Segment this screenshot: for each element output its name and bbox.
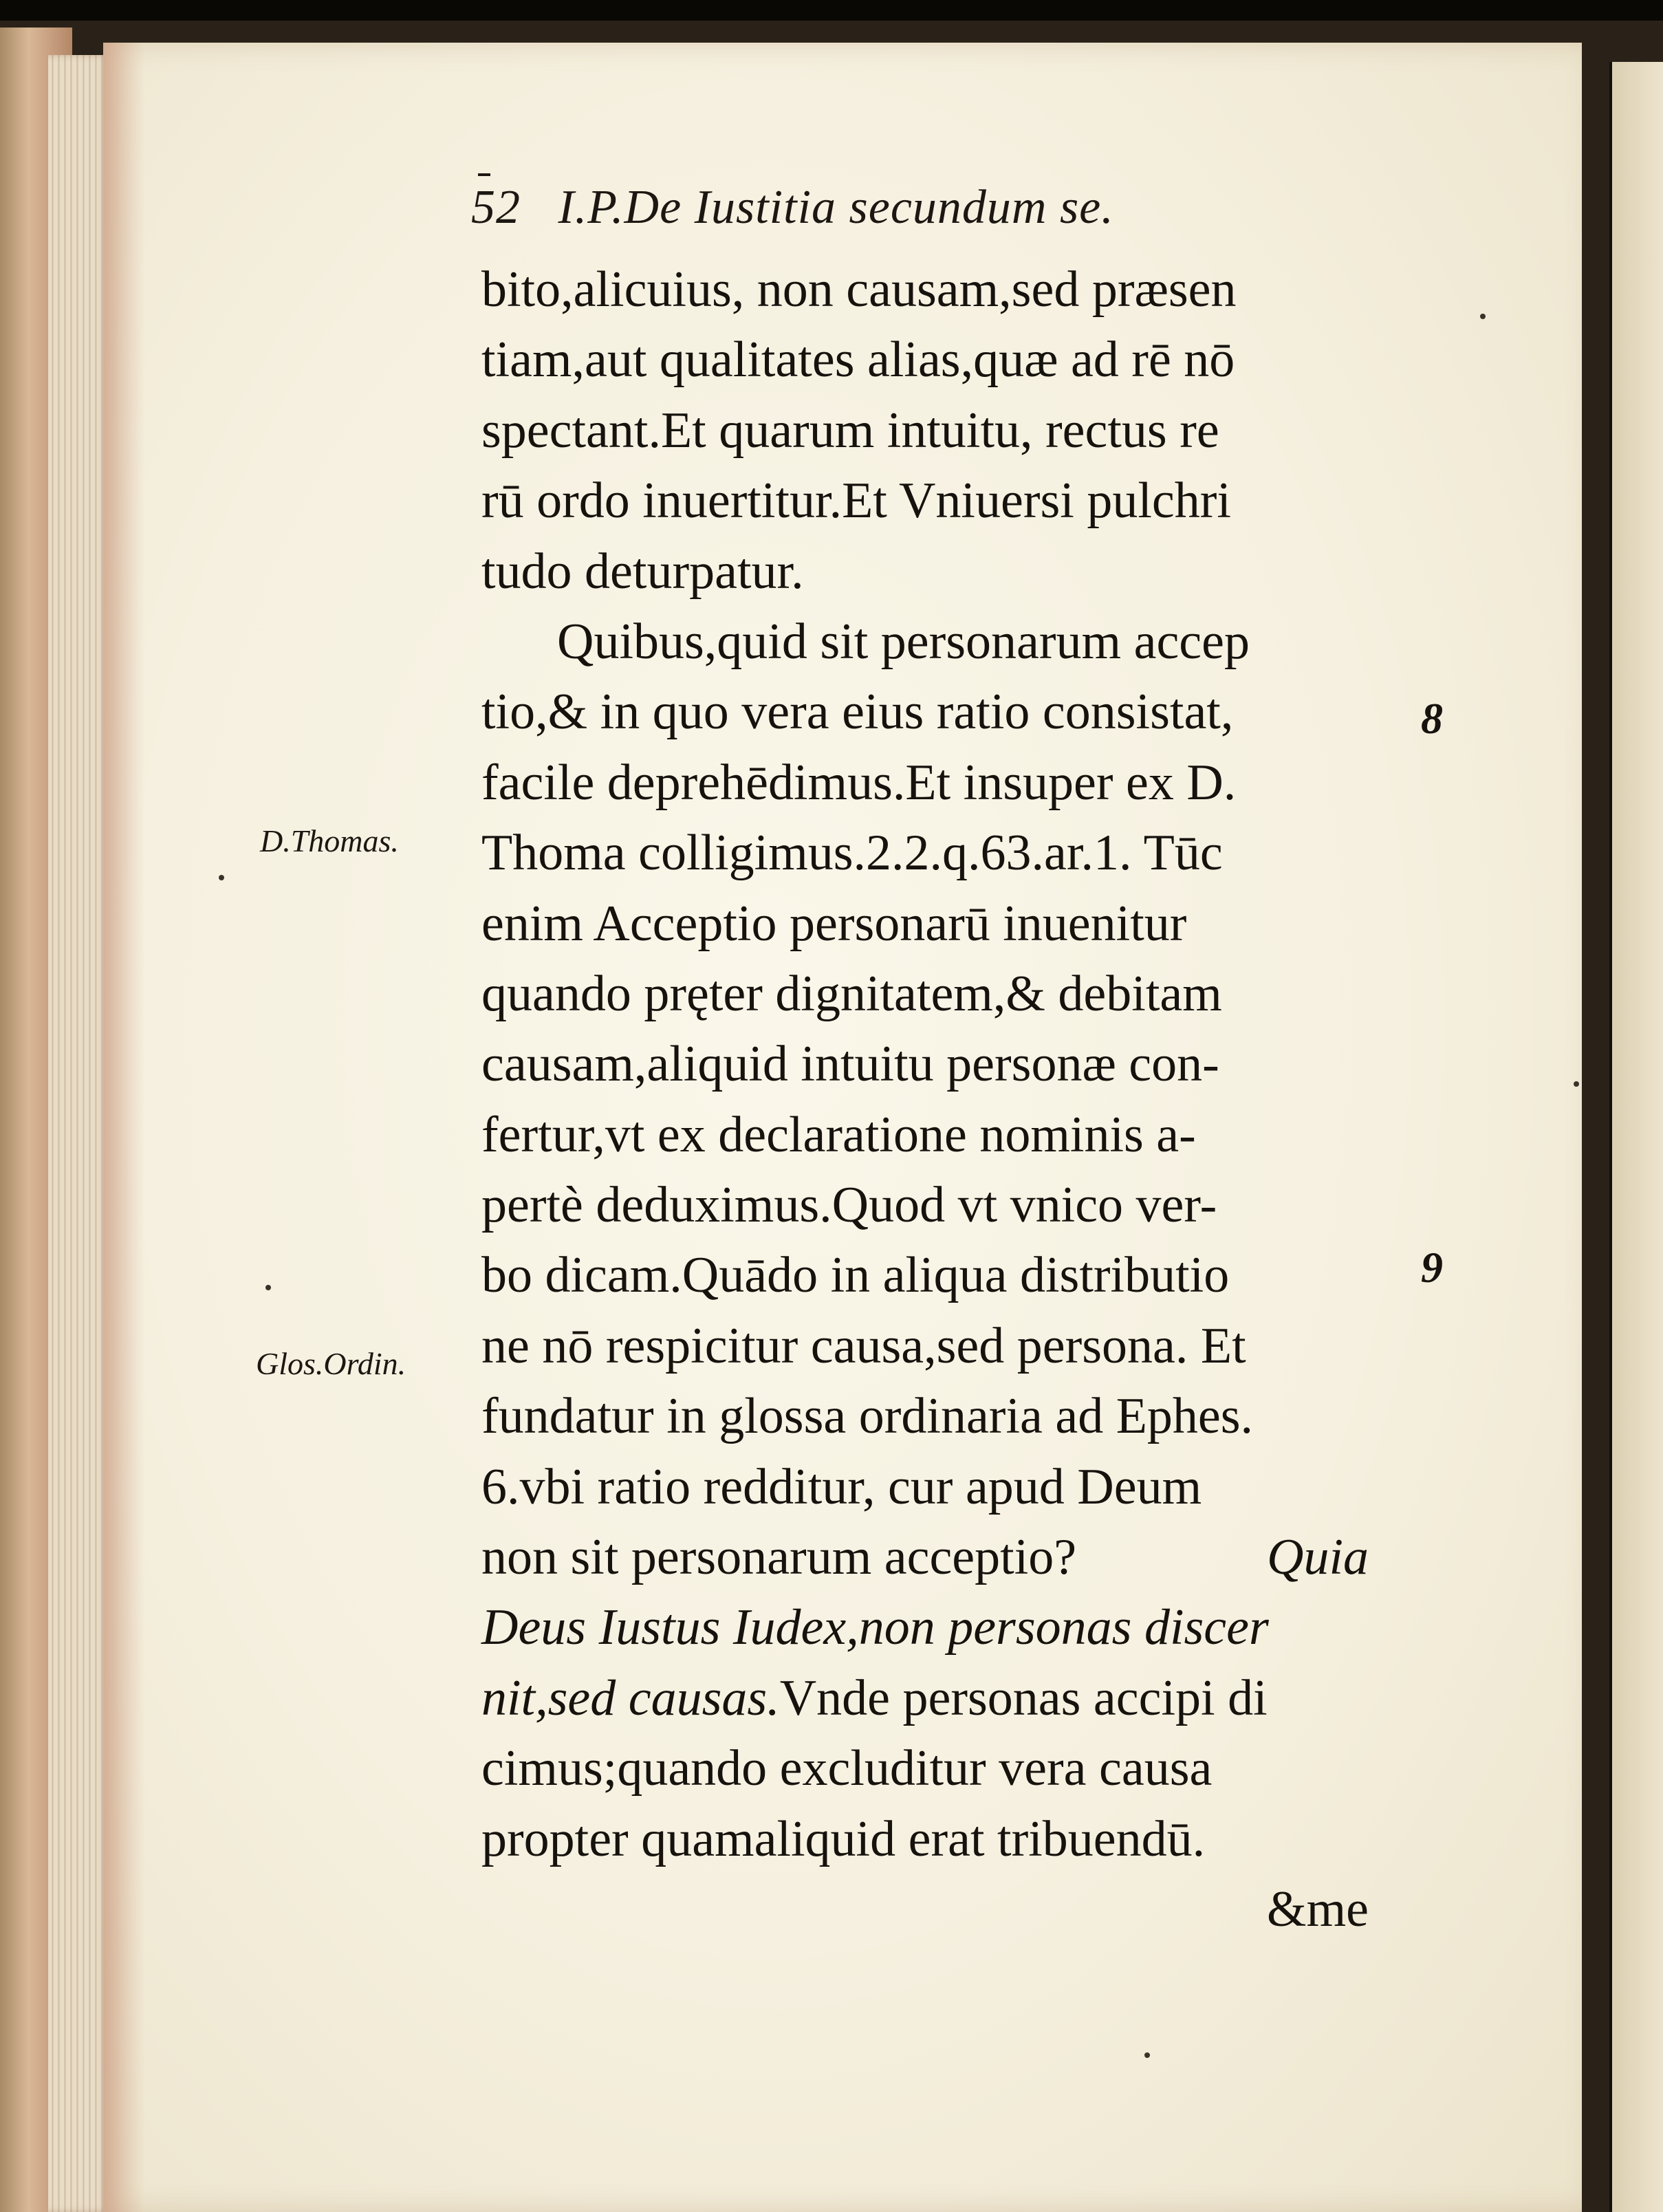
text-line: causam,aliquid intuitu personæ con- xyxy=(481,1036,1219,1093)
text-line: tio,& in quo vera eius ratio consistat, xyxy=(481,684,1234,741)
text-line: tudo deturpatur. xyxy=(481,543,804,600)
text-line: pertè deduximus.Quod vt vnico ver- xyxy=(481,1177,1217,1234)
text-segment-italic: nit,sed causas. xyxy=(481,1669,780,1726)
text-line: Quibus,quid sit personarum accep xyxy=(557,613,1250,670)
running-title: I.P.De Iustitia secundum se. xyxy=(558,181,1114,234)
text-line: spectant.Et quarum intuitu, rectus re xyxy=(481,402,1219,459)
text-line xyxy=(481,1522,1369,1592)
text-segment-italic: Quia xyxy=(1267,1529,1369,1586)
text-line: enim Acceptio personarū inuenitur xyxy=(481,895,1187,952)
text-line: 6.vbi ratio redditur, cur apud Deum xyxy=(481,1458,1202,1515)
text-line: quando pręter dignitatem,& debitam xyxy=(481,965,1222,1022)
catchword: &me xyxy=(1267,1880,1369,1938)
text-line: propter quamaliquid erat tribuendū. xyxy=(481,1810,1206,1867)
page-number: 52 xyxy=(471,181,521,234)
text-line: fertur,vt ex declaratione nominis a- xyxy=(481,1106,1196,1163)
text-line xyxy=(481,1663,1369,1733)
margin-number: 8 xyxy=(1421,694,1443,743)
text-line: fundatur in glossa ordinaria ad Ephes. xyxy=(481,1388,1254,1445)
margin-note-thomas: D.Thomas. xyxy=(260,823,399,858)
text-line-italic: Deus Iustus Iudex,non personas discer xyxy=(481,1599,1269,1656)
text-line: Thoma colligimus.2.2.q.63.ar.1. Tūc xyxy=(481,825,1223,882)
page-edges xyxy=(48,55,110,2212)
text-segment: Vnde personas accipi di xyxy=(779,1669,1268,1726)
margin-number: 9 xyxy=(1421,1243,1443,1292)
text-line: facile deprehēdimus.Et insuper ex D. xyxy=(481,754,1237,811)
text-line: rū ordo inuertitur.Et Vniuersi pulchri xyxy=(481,473,1231,530)
facing-page-edge xyxy=(1609,62,1663,2212)
header-ornament xyxy=(478,173,490,176)
text-line: bito,alicuius, non causam,sed præsen xyxy=(481,261,1237,318)
text-segment: non sit personarum acceptio? xyxy=(481,1529,1077,1586)
text-line: bo dicam.Quādo in aliqua distributio xyxy=(481,1247,1230,1304)
page-gutter-stain xyxy=(103,43,144,2212)
text-line: cimus;quando excluditur vera causa xyxy=(481,1740,1213,1797)
running-head xyxy=(471,180,1114,235)
margin-note-gloss: Glos.Ordin. xyxy=(256,1346,406,1381)
text-line: tiam,aut qualitates alias,quæ ad rē nō xyxy=(481,332,1235,389)
body-text xyxy=(481,254,1369,1944)
text-line: ne nō respicitur causa,sed persona. Et xyxy=(481,1317,1246,1374)
